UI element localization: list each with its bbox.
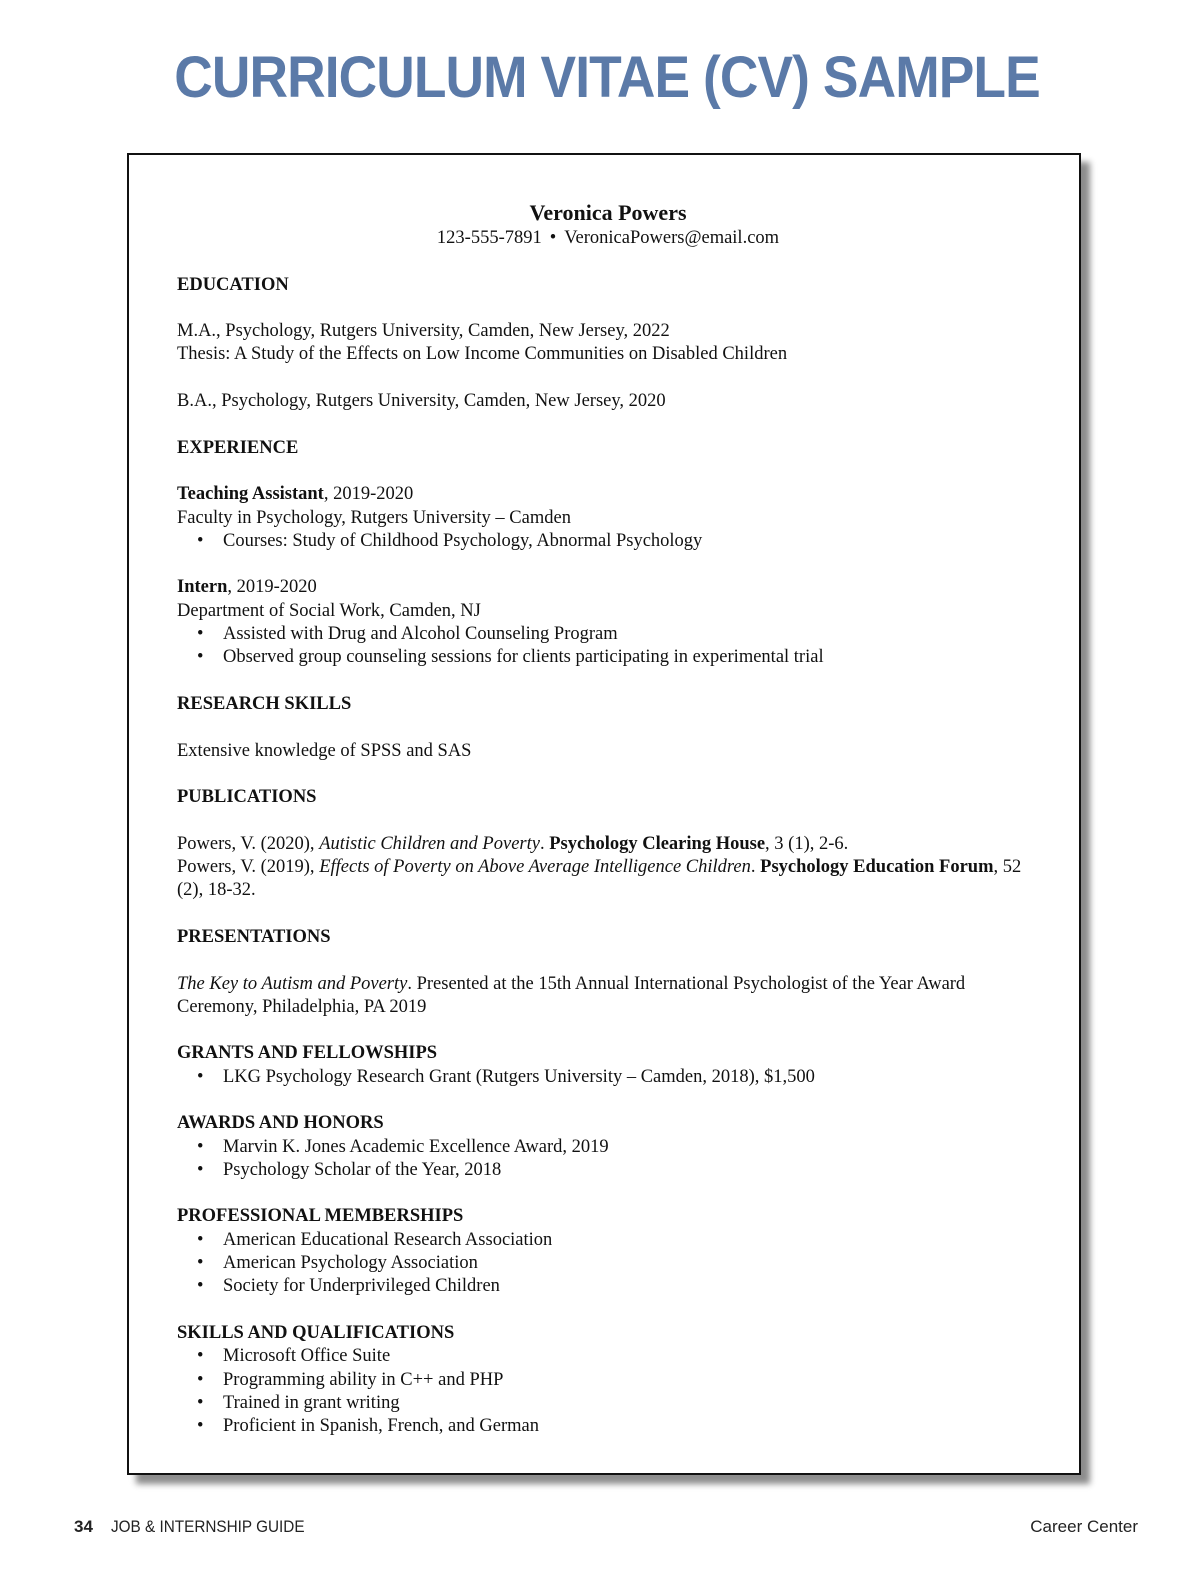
bullet-icon: •: [197, 1229, 204, 1250]
publication-punct: .: [539, 833, 550, 854]
list-item: [177, 1275, 1039, 1298]
page-number: 34: [74, 1517, 93, 1536]
list-item: [177, 1066, 1039, 1089]
cv-document: [127, 153, 1081, 1475]
publication-details: , 3 (1), 2-6.: [765, 833, 849, 854]
list-item-text: American Psychology Association: [223, 1253, 478, 1274]
memberships-list: [177, 1229, 1039, 1299]
job-dates: , 2019-2020: [227, 577, 317, 598]
list-item-text: Trained in grant writing: [223, 1392, 400, 1413]
publication-title: Autistic Children and Poverty: [319, 833, 540, 854]
section-heading-publications: PUBLICATIONS: [177, 787, 317, 808]
phone-number: 123-555-7891: [436, 228, 542, 248]
list-item: [177, 1159, 1039, 1182]
career-center-label: Career Center: [1030, 1517, 1138, 1536]
bullet-icon: •: [197, 1253, 204, 1274]
presentation-details: . Presented at the 15th Annual International Psychologist of the Year Award Ceremony, Philadelphia, PA 2019: [177, 973, 966, 1017]
publication-entry: [177, 856, 1039, 903]
education-ma: M.A., Psychology, Rutgers University, Camden, New Jersey, 2022: [177, 321, 670, 342]
bullet-icon: •: [197, 624, 204, 645]
list-item: [177, 1136, 1039, 1159]
email-address: VeronicaPowers@email.com: [564, 228, 780, 248]
bullet-icon: •: [197, 1416, 204, 1437]
job-bullet-list: [177, 530, 1039, 553]
presentation-title: The Key to Autism and Poverty: [177, 973, 408, 994]
education-thesis: Thesis: A Study of the Effects on Low Income Communities on Disabled Children: [177, 344, 788, 365]
publication-authors: Powers, V. (2020),: [177, 833, 320, 854]
job-organization: Faculty in Psychology, Rutgers University – Camden: [177, 507, 571, 528]
bullet-icon: •: [197, 1159, 204, 1180]
skills-list: [177, 1345, 1039, 1438]
list-item-text: LKG Psychology Research Grant (Rutgers University – Camden, 2018), $1,500: [223, 1066, 815, 1087]
job-dates: , 2019-2020: [323, 484, 414, 505]
bullet-icon: •: [197, 1066, 204, 1087]
bullet-icon: •: [197, 1392, 204, 1413]
section-heading-presentations: PRESENTATIONS: [177, 926, 331, 947]
grants-list: [177, 1066, 1039, 1089]
list-item-text: Marvin K. Jones Academic Excellence Award, 2019: [223, 1136, 609, 1157]
presentation-entry: [177, 973, 1039, 1020]
list-item-text: Microsoft Office Suite: [223, 1346, 391, 1367]
guide-title: JOB & INTERNSHIP GUIDE: [110, 1517, 305, 1536]
job-title: Teaching Assistant: [177, 484, 324, 505]
list-item: [177, 1415, 1039, 1438]
list-item-text: American Educational Research Association: [223, 1229, 553, 1250]
page-footer: [74, 1515, 1138, 1539]
section-heading-grants: GRANTS AND FELLOWSHIPS: [177, 1043, 438, 1064]
list-item: [177, 1252, 1039, 1275]
contact-separator: •: [549, 228, 557, 248]
awards-list: [177, 1136, 1039, 1183]
publication-punct: .: [750, 857, 761, 878]
list-item: [177, 1229, 1039, 1252]
publication-journal: Psychology Education Forum: [760, 857, 994, 878]
list-item-text: Assisted with Drug and Alcohol Counseling Program: [223, 624, 618, 645]
list-item-text: Psychology Scholar of the Year, 2018: [223, 1159, 502, 1180]
education-ba: B.A., Psychology, Rutgers University, Camden, New Jersey, 2020: [177, 391, 666, 412]
bullet-icon: •: [197, 1346, 204, 1367]
list-item: [177, 1392, 1039, 1415]
list-item: [177, 530, 1039, 553]
list-item: [177, 1369, 1039, 1392]
section-heading-skills: SKILLS AND QUALIFICATIONS: [177, 1322, 455, 1343]
list-item-text: Society for Underprivileged Children: [223, 1276, 500, 1297]
list-item-text: Proficient in Spanish, French, and German: [223, 1416, 539, 1437]
bullet-icon: •: [197, 1369, 204, 1390]
cv-name: Veronica Powers: [529, 200, 687, 225]
publication-details: , 52 (2), 18-32.: [177, 857, 1022, 901]
section-heading-awards: AWARDS AND HONORS: [177, 1113, 384, 1134]
publication-journal: Psychology Clearing House: [549, 833, 766, 854]
job-organization: Department of Social Work, Camden, NJ: [177, 600, 481, 621]
list-item: [177, 646, 1039, 669]
list-item-text: Programming ability in C++ and PHP: [223, 1369, 504, 1390]
section-heading-research-skills: RESEARCH SKILLS: [177, 693, 352, 714]
page-title: CURRICULUM VITAE (CV) SAMPLE: [174, 45, 1040, 110]
section-heading-education: EDUCATION: [177, 274, 289, 295]
bullet-icon: •: [197, 1136, 204, 1157]
list-item: [177, 1345, 1039, 1368]
job-title-line: [177, 483, 1039, 506]
publication-entry: [177, 833, 1039, 856]
research-skills-text: Extensive knowledge of SPSS and SAS: [177, 740, 472, 761]
publication-title: Effects of Poverty on Above Average Intelligence Children: [319, 857, 751, 878]
job-bullet-list: [177, 623, 1039, 670]
bullet-icon: •: [197, 647, 204, 668]
publication-authors: Powers, V. (2019),: [177, 857, 320, 878]
bullet-icon: •: [197, 1276, 204, 1297]
list-item: [177, 623, 1039, 646]
section-heading-memberships: PROFESSIONAL MEMBERSHIPS: [177, 1206, 464, 1227]
contact-line: [177, 227, 1039, 250]
bullet-icon: •: [197, 530, 204, 551]
list-item-text: Courses: Study of Childhood Psychology, Abnormal Psychology: [223, 530, 703, 551]
cv-body: [177, 199, 1039, 1438]
job-title-line: [177, 576, 1039, 599]
section-heading-experience: EXPERIENCE: [177, 437, 299, 458]
list-item-text: Observed group counseling sessions for clients participating in experimental trial: [223, 647, 824, 668]
job-title: Intern: [177, 577, 228, 598]
